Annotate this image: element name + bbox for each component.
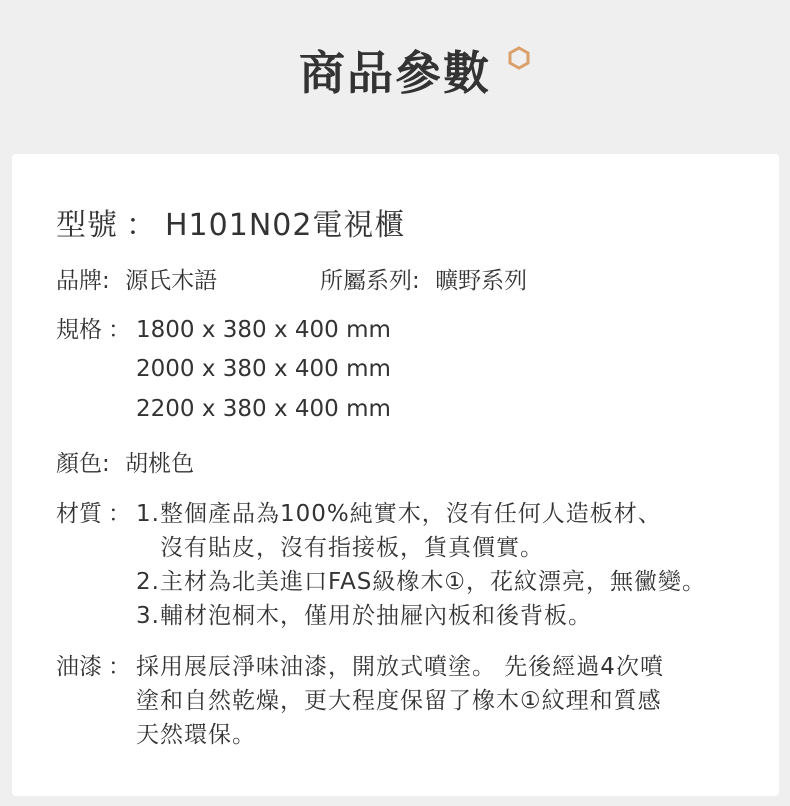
brand-label: 品牌: <box>56 268 110 294</box>
brand-value: 源氏木語 <box>125 268 218 294</box>
material-line: 3.輔材泡桐木，僅用於抽屜內板和後背板。 <box>136 603 592 629</box>
page-header <box>0 0 790 150</box>
material-line: 1.整個產品為100%純實木，沒有任何人造板材、 <box>136 501 662 527</box>
material-label-row <box>56 501 131 529</box>
material-label: 材質 <box>56 501 102 527</box>
size-label: 規格 <box>56 317 102 343</box>
material-separator: ： <box>108 501 131 527</box>
size-label-row <box>56 317 131 345</box>
color-row <box>56 451 194 479</box>
series-value: 曠野系列 <box>435 268 528 294</box>
material-line: 2.主材為北美進口FAS級橡木①，花紋漂亮，無黴變。 <box>136 569 707 595</box>
model-value: H101N02電視櫃 <box>165 208 406 243</box>
finish-line: 採用展辰淨味油漆，開放式噴塗。 先後經過4次噴 <box>136 654 664 680</box>
color-value: 胡桃色 <box>125 451 195 477</box>
material-line: 沒有貼皮，沒有指接板，貨真價實。 <box>160 535 544 561</box>
size-value: 2000 x 380 x 400 mm <box>136 356 391 382</box>
model-label: 型號 <box>56 208 118 243</box>
series-label: 所屬系列: <box>320 268 420 294</box>
model-separator: ： <box>126 208 157 243</box>
finish-label: 油漆 <box>56 654 102 680</box>
finish-line: 塗和自然乾燥，更大程度保留了橡木①紋理和質感 <box>136 688 662 714</box>
series-row <box>320 268 527 296</box>
finish-separator: ： <box>108 654 131 680</box>
color-label: 顏色: <box>56 451 110 477</box>
finish-label-row <box>56 654 131 682</box>
size-separator: ： <box>108 317 131 343</box>
page-title: 商品參數 <box>299 46 491 100</box>
hexagon-icon <box>507 46 531 70</box>
size-value: 1800 x 380 x 400 mm <box>136 317 391 343</box>
size-value: 2200 x 380 x 400 mm <box>136 396 391 422</box>
product-spec-card <box>12 154 779 796</box>
model-row <box>56 208 405 244</box>
brand-row <box>56 268 217 296</box>
finish-line: 天然環保。 <box>136 722 256 748</box>
